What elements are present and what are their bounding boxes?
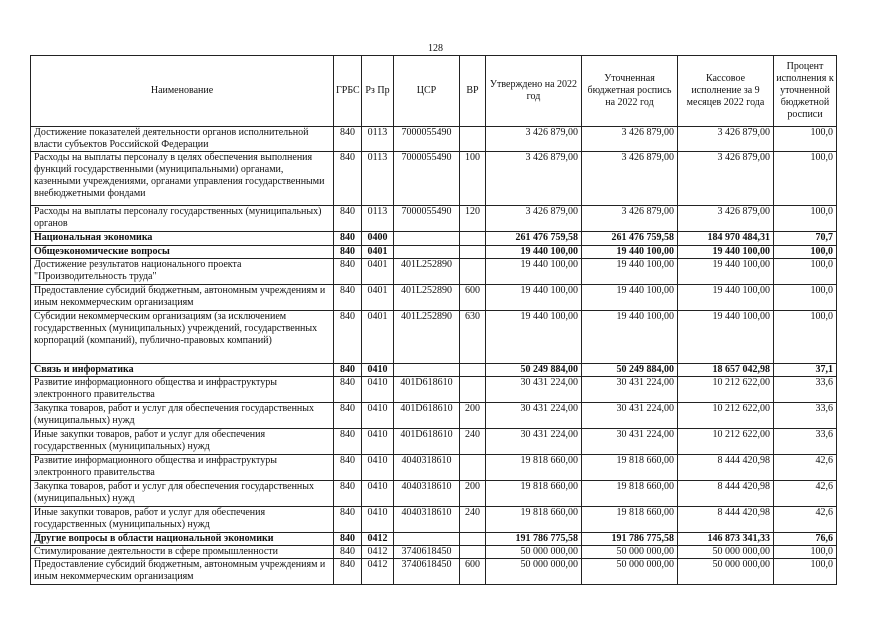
- row-refined: 50 249 884,00: [582, 364, 678, 377]
- row-approved: 19 818 660,00: [486, 507, 582, 533]
- row-approved: 3 426 879,00: [486, 127, 582, 152]
- row-vr: [460, 377, 486, 403]
- table-row: [31, 455, 837, 481]
- row-grbs: 840: [334, 546, 362, 559]
- row-name: Субсидии некоммерческим организациям (за исключением государственных (муниципальных) учреждений, государственных корпораций (компаний), публично-правовых компаний): [31, 311, 334, 364]
- table-row: [31, 246, 837, 259]
- row-approved: 261 476 759,58: [486, 232, 582, 246]
- row-rz-pr: 0400: [362, 232, 394, 246]
- header-name: Наименование: [31, 56, 334, 127]
- row-approved: 19 818 660,00: [486, 481, 582, 507]
- row-refined: 50 000 000,00: [582, 559, 678, 585]
- row-grbs: 840: [334, 559, 362, 585]
- row-refined: 50 000 000,00: [582, 546, 678, 559]
- row-vr: 120: [460, 206, 486, 232]
- row-refined: 30 431 224,00: [582, 429, 678, 455]
- row-vr: 100: [460, 152, 486, 206]
- row-cash: 18 657 042,98: [678, 364, 774, 377]
- header-grbs: ГРБС: [334, 56, 362, 127]
- row-vr: [460, 546, 486, 559]
- row-cash: 50 000 000,00: [678, 559, 774, 585]
- row-percent: 100,0: [774, 246, 837, 259]
- row-name: Достижение показателей деятельности органов исполнительной власти субъектов Российской Федерации: [31, 127, 334, 152]
- row-percent: 33,6: [774, 377, 837, 403]
- row-cash: 19 440 100,00: [678, 259, 774, 285]
- row-csr: 401L252890: [394, 285, 460, 311]
- row-percent: 100,0: [774, 259, 837, 285]
- row-grbs: 840: [334, 377, 362, 403]
- row-vr: 630: [460, 311, 486, 364]
- row-name: Расходы на выплаты персоналу государственных (муниципальных) органов: [31, 206, 334, 232]
- row-name: Связь и информатика: [31, 364, 334, 377]
- row-percent: 42,6: [774, 455, 837, 481]
- row-approved: 50 249 884,00: [486, 364, 582, 377]
- row-grbs: 840: [334, 285, 362, 311]
- row-csr: 7000055490: [394, 152, 460, 206]
- row-approved: 30 431 224,00: [486, 429, 582, 455]
- row-csr: 7000055490: [394, 206, 460, 232]
- row-rz-pr: 0113: [362, 206, 394, 232]
- table-row: [31, 377, 837, 403]
- row-rz-pr: 0401: [362, 311, 394, 364]
- row-approved: 30 431 224,00: [486, 377, 582, 403]
- row-cash: 146 873 341,33: [678, 533, 774, 546]
- row-rz-pr: 0401: [362, 285, 394, 311]
- table-row: [31, 127, 837, 152]
- row-percent: 100,0: [774, 152, 837, 206]
- row-refined: 19 440 100,00: [582, 311, 678, 364]
- table-row: [31, 429, 837, 455]
- header-csr: ЦСР: [394, 56, 460, 127]
- table-row: [31, 507, 837, 533]
- table-row: [31, 152, 837, 206]
- row-cash: 10 212 622,00: [678, 429, 774, 455]
- table-row: [31, 206, 837, 232]
- row-grbs: 840: [334, 259, 362, 285]
- row-name: Национальная экономика: [31, 232, 334, 246]
- row-percent: 42,6: [774, 481, 837, 507]
- row-vr: [460, 246, 486, 259]
- row-grbs: 840: [334, 364, 362, 377]
- row-cash: 8 444 420,98: [678, 481, 774, 507]
- row-percent: 70,7: [774, 232, 837, 246]
- header-vr: ВР: [460, 56, 486, 127]
- row-vr: [460, 455, 486, 481]
- header-percent: Процент исполнения к уточненной бюджетной росписи: [774, 56, 837, 127]
- table-row: [31, 311, 837, 364]
- row-cash: 8 444 420,98: [678, 507, 774, 533]
- row-cash: 50 000 000,00: [678, 546, 774, 559]
- row-name: Расходы на выплаты персоналу в целях обеспечения выполнения функций государственными (муниципальными) органами, казенными учреждениями, органами управления государственными внебюджетными фондами: [31, 152, 334, 206]
- row-cash: 19 440 100,00: [678, 285, 774, 311]
- row-refined: 3 426 879,00: [582, 127, 678, 152]
- row-refined: 30 431 224,00: [582, 403, 678, 429]
- row-refined: 19 818 660,00: [582, 507, 678, 533]
- row-approved: 3 426 879,00: [486, 152, 582, 206]
- row-name: Развитие информационного общества и инфраструктуры электронного правительства: [31, 377, 334, 403]
- row-refined: 191 786 775,58: [582, 533, 678, 546]
- row-rz-pr: 0113: [362, 152, 394, 206]
- budget-table: [30, 55, 837, 585]
- row-rz-pr: 0113: [362, 127, 394, 152]
- row-vr: [460, 533, 486, 546]
- row-csr: 401D618610: [394, 403, 460, 429]
- row-name: Другие вопросы в области национальной экономики: [31, 533, 334, 546]
- table-row: [31, 481, 837, 507]
- row-name: Стимулирование деятельности в сфере промышленности: [31, 546, 334, 559]
- table-row: [31, 403, 837, 429]
- row-rz-pr: 0412: [362, 546, 394, 559]
- row-grbs: 840: [334, 455, 362, 481]
- row-grbs: 840: [334, 507, 362, 533]
- row-vr: 200: [460, 403, 486, 429]
- row-vr: [460, 259, 486, 285]
- row-rz-pr: 0410: [362, 481, 394, 507]
- row-cash: 3 426 879,00: [678, 206, 774, 232]
- row-grbs: 840: [334, 152, 362, 206]
- row-percent: 33,6: [774, 429, 837, 455]
- table-row: [31, 546, 837, 559]
- row-grbs: 840: [334, 533, 362, 546]
- row-vr: 200: [460, 481, 486, 507]
- row-approved: 50 000 000,00: [486, 546, 582, 559]
- row-name: Достижение результатов национального проекта "Производительность труда": [31, 259, 334, 285]
- table-row: [31, 559, 837, 585]
- row-grbs: 840: [334, 232, 362, 246]
- row-refined: 19 818 660,00: [582, 481, 678, 507]
- table-row: [31, 364, 837, 377]
- row-refined: 261 476 759,58: [582, 232, 678, 246]
- row-csr: [394, 232, 460, 246]
- row-rz-pr: 0410: [362, 364, 394, 377]
- row-cash: 3 426 879,00: [678, 152, 774, 206]
- row-approved: 191 786 775,58: [486, 533, 582, 546]
- row-csr: [394, 246, 460, 259]
- row-percent: 100,0: [774, 311, 837, 364]
- row-rz-pr: 0410: [362, 377, 394, 403]
- row-cash: 10 212 622,00: [678, 403, 774, 429]
- row-csr: 4040318610: [394, 507, 460, 533]
- row-refined: 30 431 224,00: [582, 377, 678, 403]
- row-rz-pr: 0401: [362, 259, 394, 285]
- row-vr: [460, 127, 486, 152]
- row-refined: 3 426 879,00: [582, 206, 678, 232]
- header-rz-pr: Рз Пр: [362, 56, 394, 127]
- table-row: [31, 533, 837, 546]
- row-grbs: 840: [334, 127, 362, 152]
- row-refined: 19 440 100,00: [582, 246, 678, 259]
- row-vr: [460, 232, 486, 246]
- row-refined: 19 440 100,00: [582, 285, 678, 311]
- header-cash: Кассовое исполнение за 9 месяцев 2022 года: [678, 56, 774, 127]
- row-vr: 240: [460, 507, 486, 533]
- row-percent: 76,6: [774, 533, 837, 546]
- row-cash: 10 212 622,00: [678, 377, 774, 403]
- row-name: Предоставление субсидий бюджетным, автономным учреждениям и иным некоммерческим организациям: [31, 285, 334, 311]
- row-name: Иные закупки товаров, работ и услуг для обеспечения государственных (муниципальных) нужд: [31, 507, 334, 533]
- row-csr: [394, 533, 460, 546]
- row-name: Закупка товаров, работ и услуг для обеспечения государственных (муниципальных) нужд: [31, 403, 334, 429]
- page-number: 128: [428, 43, 443, 54]
- row-approved: 19 440 100,00: [486, 246, 582, 259]
- row-percent: 100,0: [774, 206, 837, 232]
- table-header-row: [31, 56, 837, 127]
- row-rz-pr: 0412: [362, 559, 394, 585]
- row-refined: 19 818 660,00: [582, 455, 678, 481]
- row-csr: 4040318610: [394, 481, 460, 507]
- row-rz-pr: 0410: [362, 455, 394, 481]
- row-vr: 600: [460, 285, 486, 311]
- row-csr: [394, 364, 460, 377]
- row-csr: 401L252890: [394, 259, 460, 285]
- row-name: Общеэкономические вопросы: [31, 246, 334, 259]
- row-csr: 401L252890: [394, 311, 460, 364]
- row-approved: 19 440 100,00: [486, 311, 582, 364]
- row-approved: 50 000 000,00: [486, 559, 582, 585]
- row-rz-pr: 0412: [362, 533, 394, 546]
- row-csr: 7000055490: [394, 127, 460, 152]
- row-approved: 19 440 100,00: [486, 285, 582, 311]
- header-refined: Уточненная бюджетная роспись на 2022 год: [582, 56, 678, 127]
- row-csr: 401D618610: [394, 377, 460, 403]
- row-name: Закупка товаров, работ и услуг для обеспечения государственных (муниципальных) нужд: [31, 481, 334, 507]
- row-grbs: 840: [334, 481, 362, 507]
- row-name: Развитие информационного общества и инфраструктуры электронного правительства: [31, 455, 334, 481]
- row-approved: 19 818 660,00: [486, 455, 582, 481]
- row-name: Иные закупки товаров, работ и услуг для обеспечения государственных (муниципальных) нужд: [31, 429, 334, 455]
- row-refined: 3 426 879,00: [582, 152, 678, 206]
- row-csr: 3740618450: [394, 559, 460, 585]
- row-percent: 42,6: [774, 507, 837, 533]
- header-approved: Утверждено на 2022 год: [486, 56, 582, 127]
- row-cash: 8 444 420,98: [678, 455, 774, 481]
- row-approved: 30 431 224,00: [486, 403, 582, 429]
- row-rz-pr: 0410: [362, 429, 394, 455]
- row-cash: 19 440 100,00: [678, 311, 774, 364]
- row-approved: 19 440 100,00: [486, 259, 582, 285]
- row-grbs: 840: [334, 311, 362, 364]
- row-rz-pr: 0410: [362, 403, 394, 429]
- row-grbs: 840: [334, 403, 362, 429]
- row-percent: 100,0: [774, 559, 837, 585]
- row-cash: 3 426 879,00: [678, 127, 774, 152]
- row-cash: 184 970 484,31: [678, 232, 774, 246]
- row-vr: [460, 364, 486, 377]
- row-csr: 401D618610: [394, 429, 460, 455]
- row-csr: 3740618450: [394, 546, 460, 559]
- row-percent: 37,1: [774, 364, 837, 377]
- row-csr: 4040318610: [394, 455, 460, 481]
- row-percent: 33,6: [774, 403, 837, 429]
- row-grbs: 840: [334, 246, 362, 259]
- row-rz-pr: 0410: [362, 507, 394, 533]
- row-grbs: 840: [334, 206, 362, 232]
- row-cash: 19 440 100,00: [678, 246, 774, 259]
- table-row: [31, 285, 837, 311]
- row-approved: 3 426 879,00: [486, 206, 582, 232]
- row-vr: 240: [460, 429, 486, 455]
- table-row: [31, 259, 837, 285]
- row-vr: 600: [460, 559, 486, 585]
- row-rz-pr: 0401: [362, 246, 394, 259]
- row-refined: 19 440 100,00: [582, 259, 678, 285]
- row-grbs: 840: [334, 429, 362, 455]
- row-percent: 100,0: [774, 127, 837, 152]
- row-name: Предоставление субсидий бюджетным, автономным учреждениям и иным некоммерческим организациям: [31, 559, 334, 585]
- table-row: [31, 232, 837, 246]
- row-percent: 100,0: [774, 546, 837, 559]
- row-percent: 100,0: [774, 285, 837, 311]
